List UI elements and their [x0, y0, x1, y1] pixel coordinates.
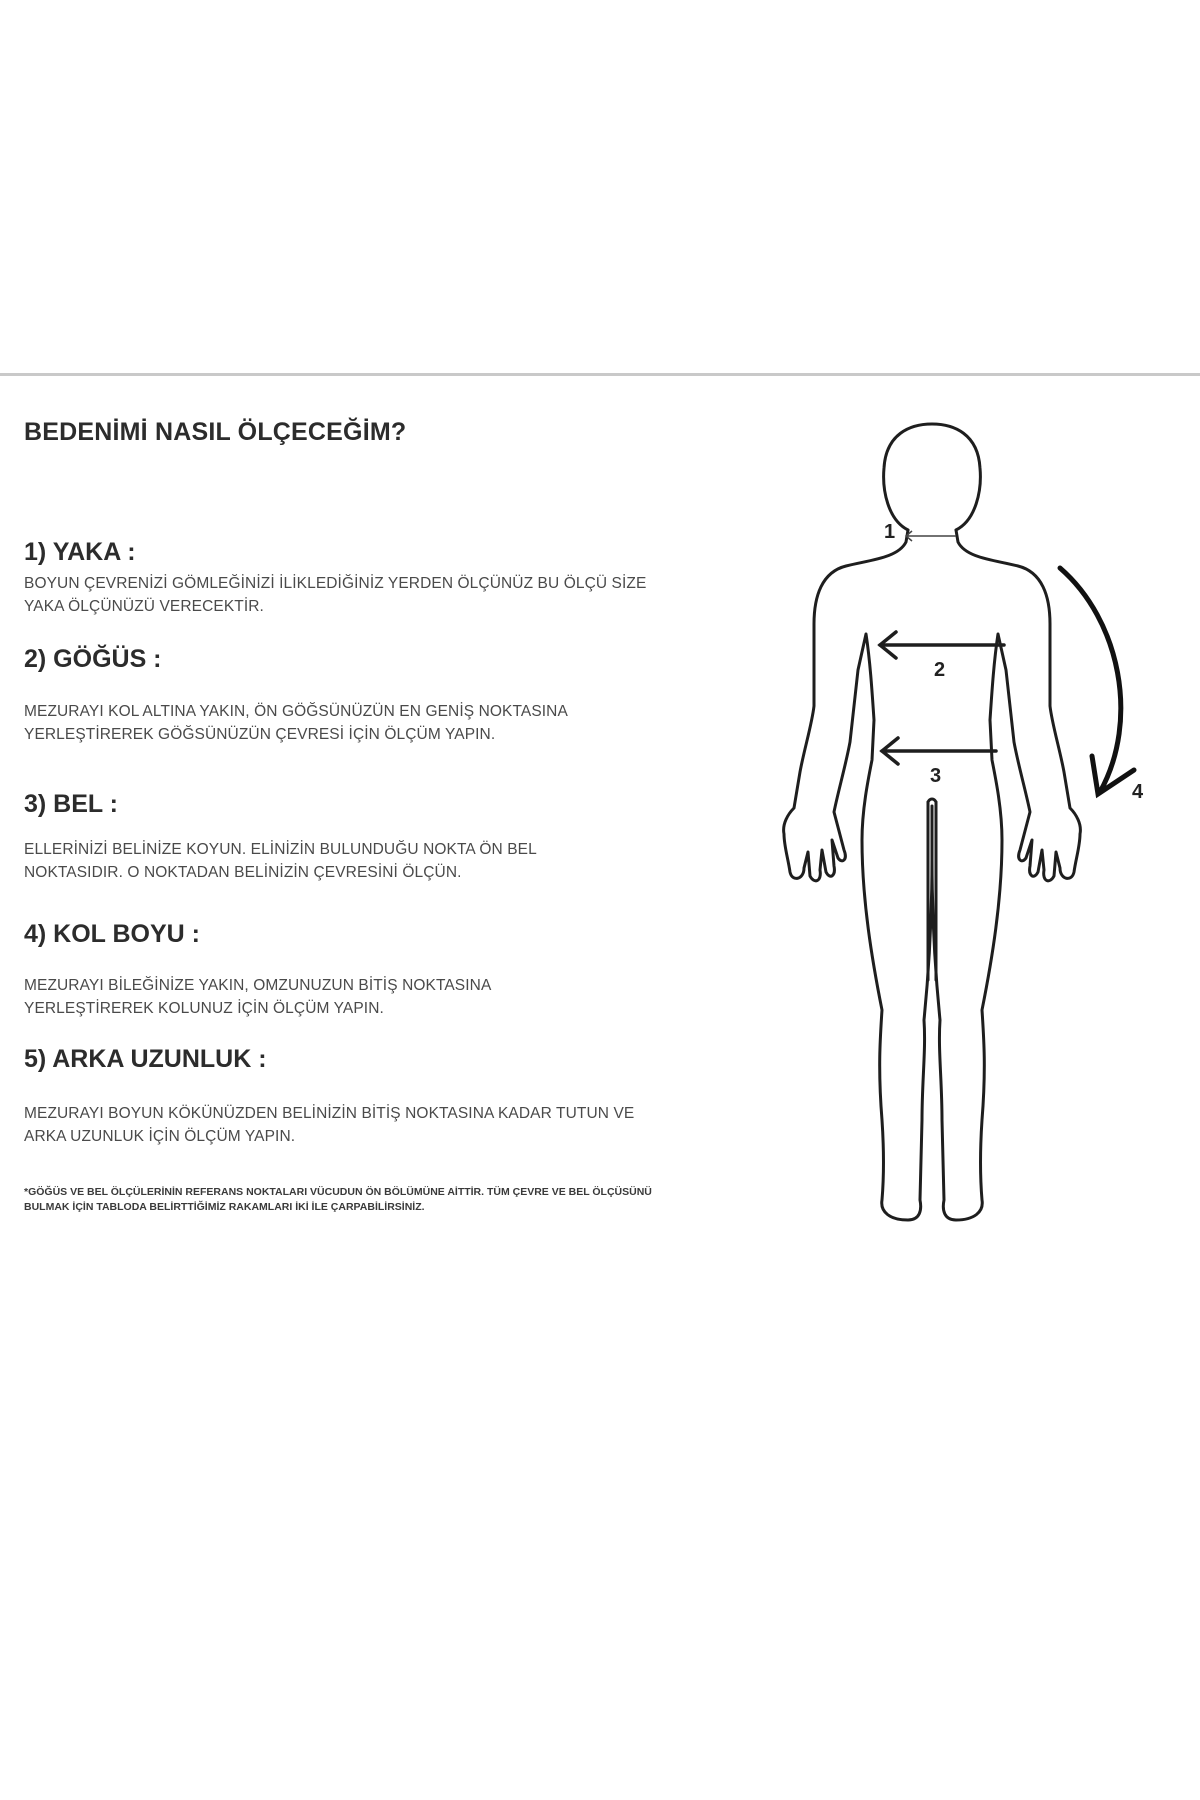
section-body-arka-uzunluk: MEZURAYI BOYUN KÖKÜNÜZDEN BELİNİZİN BİTİŞ NOKTASINA KADAR TUTUN VE ARKA UZUNLUK İÇİN ÖLÇÜM YAPIN.	[24, 1105, 635, 1145]
page-title: BEDENİMİ NASIL ÖLÇECEĞİM?	[24, 418, 407, 446]
section-body-yaka: BOYUN ÇEVRENİZİ GÖMLEĞİNİZİ İLİKLEDİĞİNİZ YERDEN ÖLÇÜNÜZ BU ÖLÇÜ SİZE YAKA ÖLÇÜNÜZÜ VERECEKTİR.	[24, 575, 647, 615]
section-heading-yaka: 1) YAKA :	[24, 538, 136, 566]
marker-2-label: 2	[934, 659, 946, 681]
section-heading-gogus: 2) GÖĞÜS :	[24, 645, 162, 673]
marker-3-label: 3	[930, 765, 942, 787]
section-heading-kol-boyu: 4) KOL BOYU :	[24, 920, 200, 948]
section-body-kol-boyu: MEZURAYI BİLEĞİNİZE YAKIN, OMZUNUZUN BİTİŞ NOKTASINA YERLEŞTİREREK KOLUNUZ İÇİN ÖLÇÜM YAPIN.	[24, 977, 491, 1017]
marker-1-label: 1	[884, 521, 896, 543]
footnote: *GÖĞÜS VE BEL ÖLÇÜLERİNİN REFERANS NOKTALARI VÜCUDUN ÖN BÖLÜMÜNE AİTTİR. TÜM ÇEVRE VE BEL ÖLÇÜSÜNÜ BULMAK İÇİN TABLODA BELİRTTİĞİMİZ RAKAMLARI İKİ İLE ÇARPABİLİRSİNİZ.	[24, 1186, 652, 1213]
marker-4-label: 4	[1132, 781, 1144, 803]
body-measurement-figure	[770, 420, 1190, 1240]
section-body-bel: ELLERİNİZİ BELİNİZE KOYUN. ELİNİZİN BULUNDUĞU NOKTA ÖN BEL NOKTASIDIR. O NOKTADAN BELİNİZİN ÇEVRESİNİ ÖLÇÜN.	[24, 841, 537, 881]
section-body-gogus: MEZURAYI KOL ALTINA YAKIN, ÖN GÖĞSÜNÜZÜN EN GENİŞ NOKTASINA YERLEŞTİREREK GÖĞSÜNÜZÜN ÇEVRESİ İÇİN ÖLÇÜM YAPIN.	[24, 703, 568, 743]
human-body-outline-icon	[770, 420, 1190, 1240]
section-heading-arka-uzunluk: 5) ARKA UZUNLUK :	[24, 1045, 267, 1073]
section-heading-bel: 3) BEL :	[24, 790, 118, 818]
